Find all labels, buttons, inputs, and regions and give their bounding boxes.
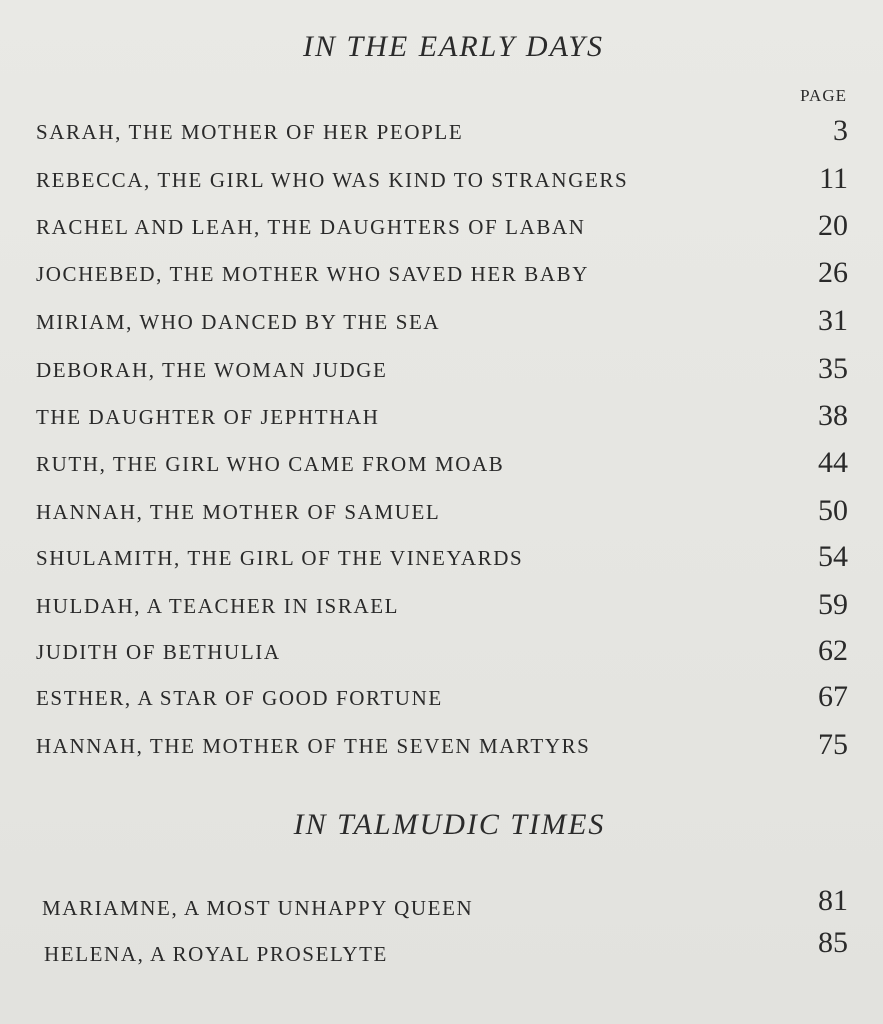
section-heading-talmudic-times: IN TALMUDIC TIMES xyxy=(293,808,606,841)
toc-entry xyxy=(36,114,848,154)
toc-entry xyxy=(36,494,848,534)
toc-entry-page: 81 xyxy=(818,884,848,917)
toc-entry xyxy=(44,926,848,966)
toc-entry xyxy=(36,209,848,249)
toc-entry-page: 26 xyxy=(818,256,848,289)
toc-entry-title: HELENA, A ROYAL PROSELYTE xyxy=(44,942,388,966)
toc-entry-page: 67 xyxy=(818,680,848,713)
toc-entry-title: RUTH, THE GIRL WHO CAME FROM MOAB xyxy=(36,452,505,476)
toc-entry-title: HANNAH, THE MOTHER OF SAMUEL xyxy=(36,500,441,524)
section-heading-early-days: IN THE EARLY DAYS xyxy=(303,30,604,63)
toc-entry-title: SHULAMITH, THE GIRL OF THE VINEYARDS xyxy=(36,546,524,570)
toc-entry xyxy=(36,588,848,628)
toc-entry-page: 59 xyxy=(818,588,848,621)
toc-entry-title: MIRIAM, WHO DANCED BY THE SEA xyxy=(36,310,441,334)
toc-entry-title: THE DAUGHTER OF JEPHTHAH xyxy=(36,405,380,429)
toc-entry-page: 50 xyxy=(818,494,848,527)
toc-entry-title: JUDITH OF BETHULIA xyxy=(36,640,281,664)
toc-entry xyxy=(36,446,848,486)
toc-entry xyxy=(36,728,848,768)
toc-entry-title: SARAH, THE MOTHER OF HER PEOPLE xyxy=(36,120,464,144)
toc-entry xyxy=(36,256,848,296)
toc-entry xyxy=(36,680,848,720)
toc-entry-page: 44 xyxy=(818,446,848,479)
toc-entry-page: 3 xyxy=(833,114,848,147)
toc-entry-page: 85 xyxy=(818,926,848,959)
toc-entry-page: 62 xyxy=(818,634,848,667)
toc-entry-page: 75 xyxy=(818,728,848,761)
toc-entry xyxy=(36,304,848,344)
toc-entry-page: 35 xyxy=(818,352,848,385)
toc-entry-title: HANNAH, THE MOTHER OF THE SEVEN MARTYRS xyxy=(36,734,591,758)
toc-entry xyxy=(36,162,848,202)
toc-entry-title: RACHEL AND LEAH, THE DAUGHTERS OF LABAN xyxy=(36,215,586,239)
toc-entry xyxy=(36,540,848,580)
toc-entry-title: MARIAMNE, A MOST UNHAPPY QUEEN xyxy=(42,896,474,920)
toc-entry xyxy=(36,634,848,674)
toc-entry xyxy=(36,399,848,439)
toc-entry-page: 38 xyxy=(818,399,848,432)
toc-entry-page: 20 xyxy=(818,209,848,242)
toc-entry xyxy=(42,884,848,924)
toc-entry-page: 31 xyxy=(818,304,848,337)
toc-entry-title: REBECCA, THE GIRL WHO WAS KIND TO STRANGERS xyxy=(36,168,629,192)
toc-entry-title: ESTHER, A STAR OF GOOD FORTUNE xyxy=(36,686,443,710)
toc-entry-title: DEBORAH, THE WOMAN JUDGE xyxy=(36,358,388,382)
toc-entry-page: 54 xyxy=(818,540,848,573)
page-column-label: PAGE xyxy=(800,86,847,105)
toc-entry-page: 11 xyxy=(819,162,848,195)
toc-entry-title: JOCHEBED, THE MOTHER WHO SAVED HER BABY xyxy=(36,262,590,286)
toc-entry xyxy=(36,352,848,392)
toc-entry-title: HULDAH, A TEACHER IN ISRAEL xyxy=(36,594,400,618)
